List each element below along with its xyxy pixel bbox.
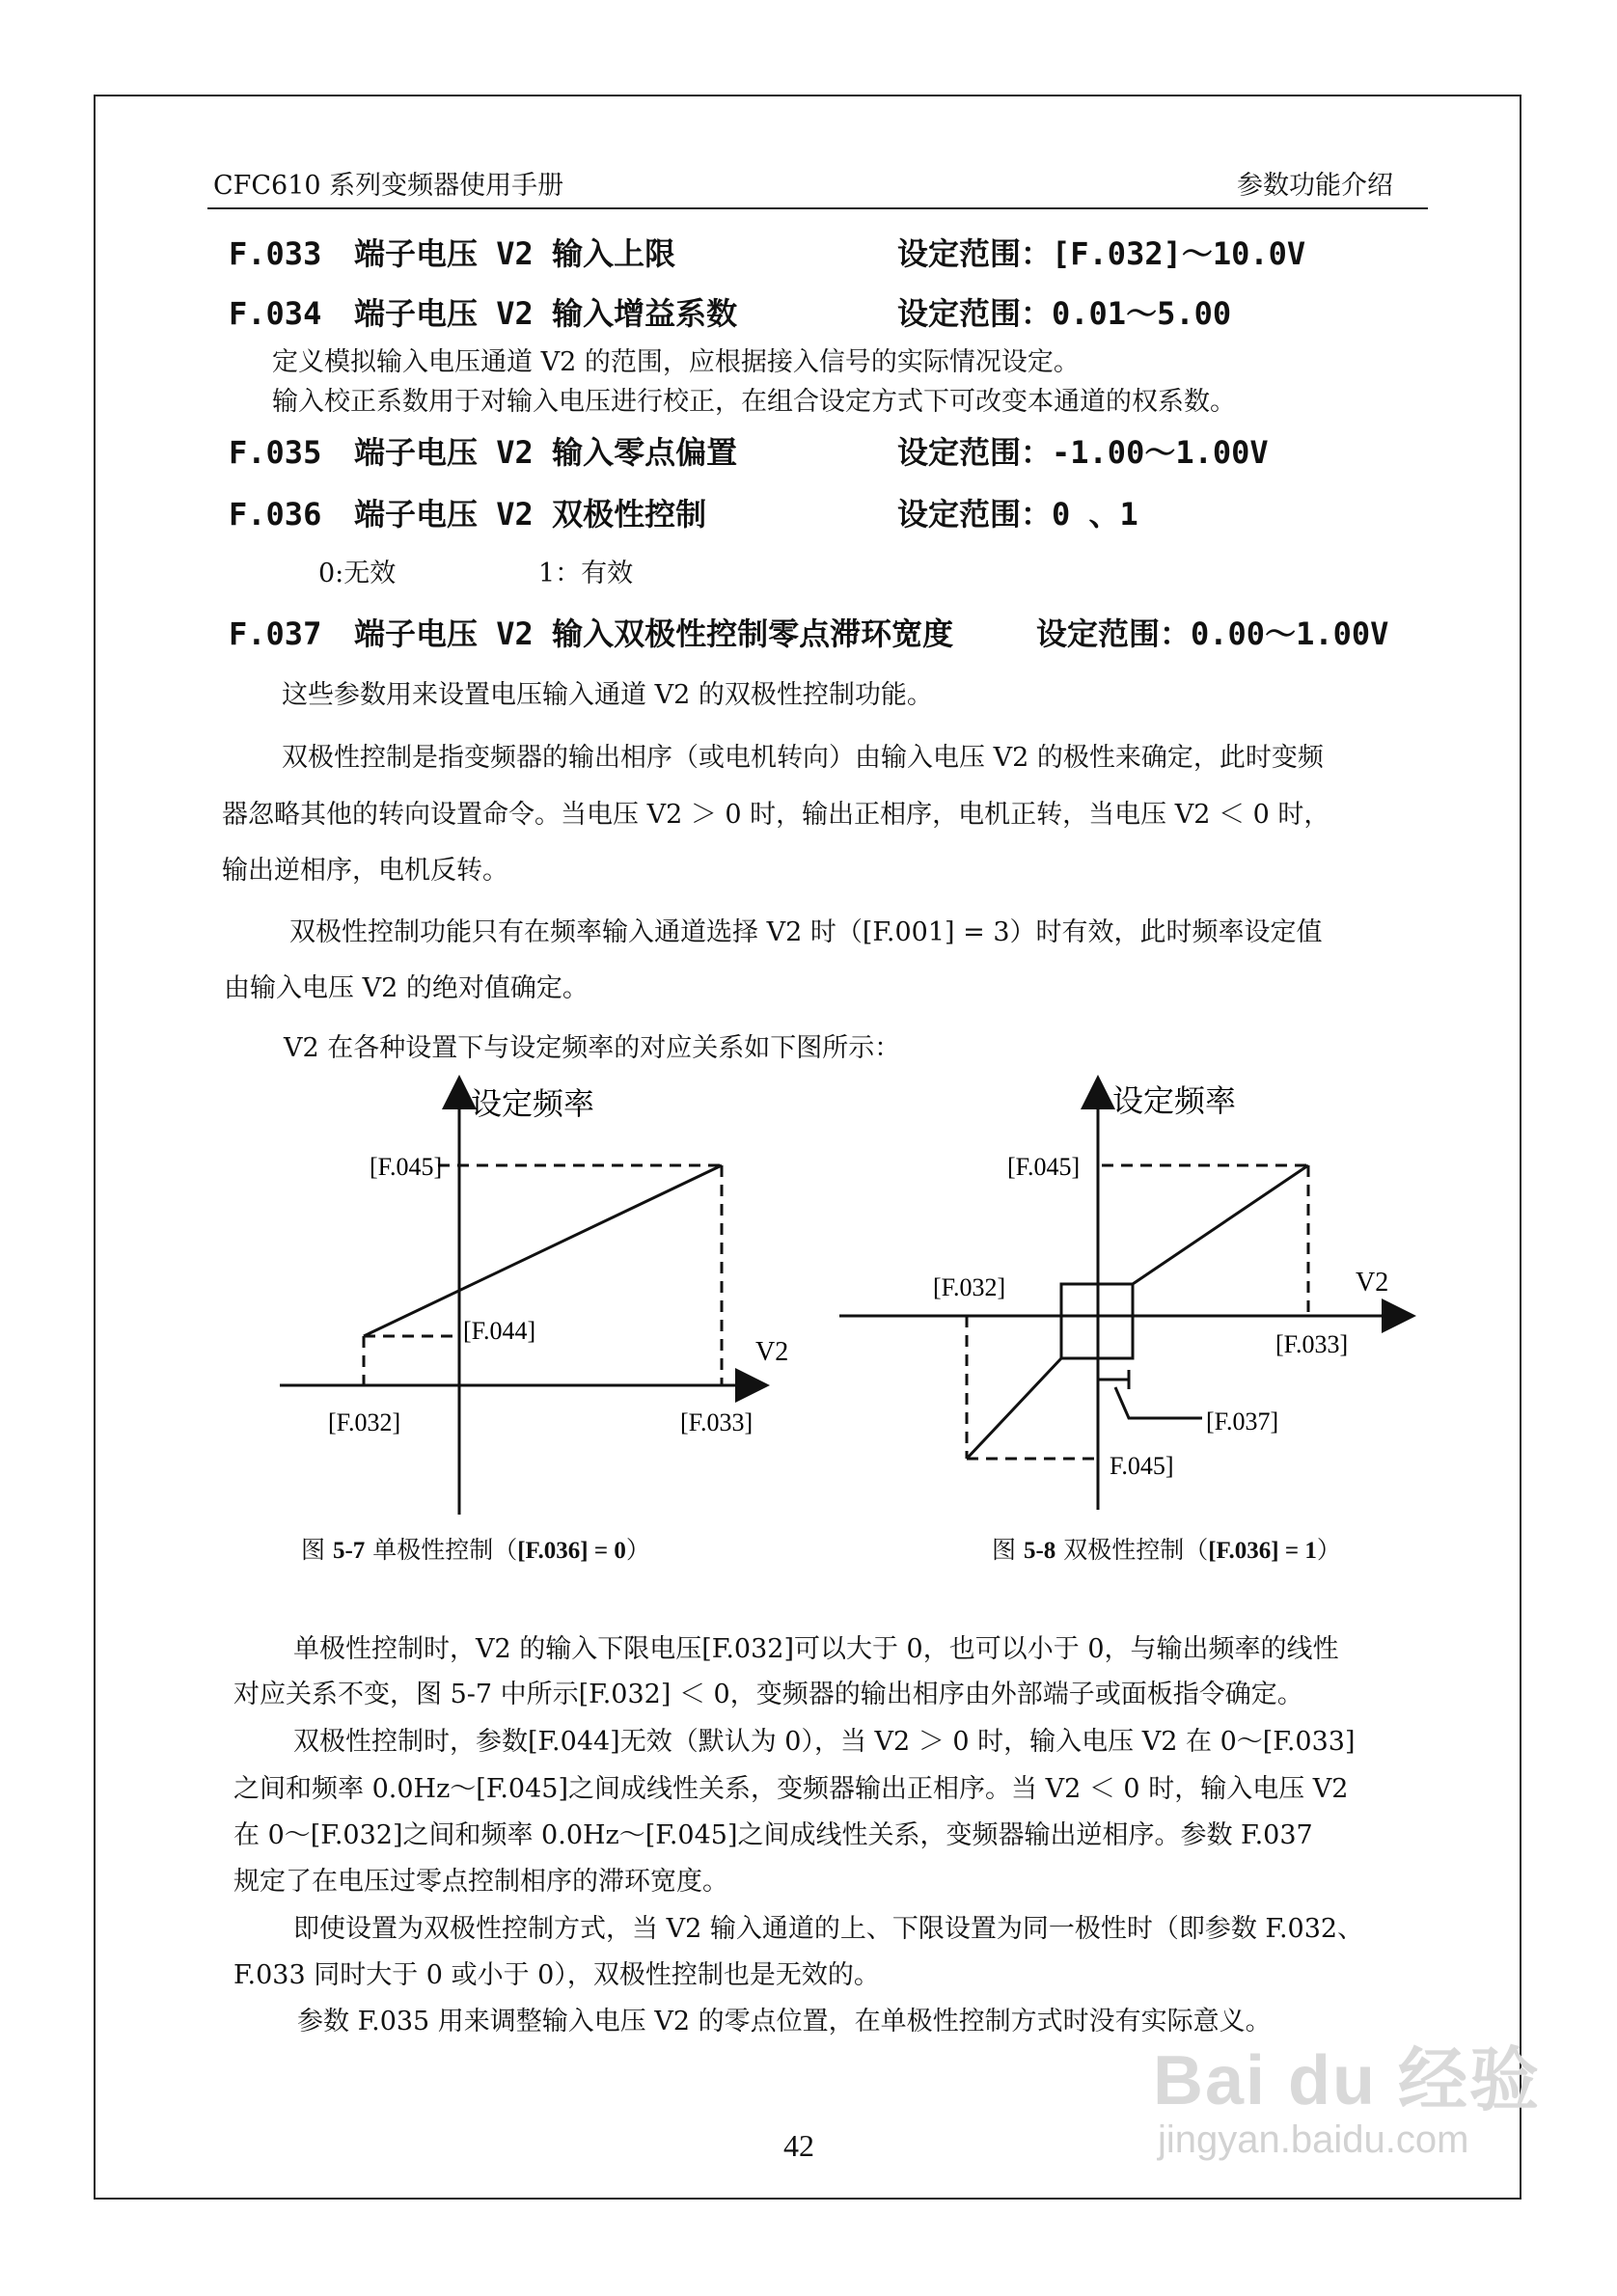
baidu-watermark-logo: Bai du 经验 [1153, 2042, 1542, 2119]
figure-unipolar-chart [270, 1071, 789, 1524]
paragraph-line: F.033 同时大于 0 或小于 0），双极性控制也是无效的。 [233, 1960, 880, 1990]
option-valid: 1：有效 [538, 559, 634, 588]
negative-line [967, 1358, 1061, 1459]
param-code: F.037 [229, 615, 322, 652]
paragraph-line: 参数 F.035 用来调整输入电压 V2 的零点位置，在单极性控制方式时没有实际意义。 [297, 2007, 1272, 2036]
param-name: 端子电压 V2 输入增益系数 [354, 295, 738, 332]
label-f033: [F.033] [1275, 1330, 1349, 1358]
param-f037 [229, 610, 953, 654]
desc-line-1: 定义模拟输入电压通道 V2 的范围，应根据接入信号的实际情况设定。 [272, 347, 1080, 377]
header-section: 参数功能介绍 [1237, 171, 1393, 201]
label-f032: [F.032] [933, 1273, 1006, 1301]
y-axis-label: 设定频率 [1112, 1083, 1237, 1118]
figure-caption-5-8 [992, 1531, 1341, 1566]
param-range: 设定范围：0 、1 [897, 496, 1138, 533]
caption-text: 双极性控制（ [1055, 1536, 1209, 1564]
param-f034 [229, 289, 737, 334]
label-f033: [F.033] [680, 1408, 754, 1436]
param-name: 端子电压 V2 双极性控制 [354, 496, 707, 533]
baidu-watermark-url: jingyan.baidu.com [1158, 2118, 1469, 2161]
x-axis-label: V2 [755, 1337, 789, 1367]
param-code: F.035 [229, 434, 322, 471]
positive-line [1133, 1165, 1308, 1284]
paragraph-line: 双极性控制功能只有在频率输入通道选择 V2 时（[F.001] = 3）时有效，此时频率设定值 [289, 917, 1323, 947]
paragraph-line: 器忽略其他的转向设置命令。当电压 V2 ＞ 0 时，输出正相序，电机正转，当电压 V2 ＜ 0 时， [222, 800, 1330, 830]
f037-leader [1115, 1387, 1202, 1418]
param-f035 [229, 428, 737, 473]
label-f037: [F.037] [1206, 1408, 1279, 1435]
paragraph-line: 单极性控制时，V2 的输入下限电压[F.032]可以大于 0，也可以小于 0，与输出频率的线性 [293, 1634, 1339, 1664]
paragraph-line: V2 在各种设置下与设定频率的对应关系如下图所示： [284, 1033, 901, 1063]
caption-number: 5-8 [1023, 1538, 1056, 1564]
param-code: F.036 [229, 496, 322, 533]
label-f045: [F.045] [370, 1153, 443, 1181]
param-range: 设定范围：-1.00～1.00V [897, 434, 1269, 471]
param-name: 端子电压 V2 输入上限 [354, 235, 676, 272]
param-name: 端子电压 V2 输入双极性控制零点滞环宽度 [354, 615, 954, 652]
figure-bipolar-chart [830, 1071, 1409, 1524]
paragraph-line: 双极性控制时，参数[F.044]无效（默认为 0），当 V2 ＞ 0 时，输入电压 V2 在 0～[F.033] [293, 1727, 1356, 1757]
page-number: 42 [783, 2128, 814, 2163]
caption-text: 单极性控制（ [365, 1536, 518, 1564]
frequency-line [364, 1165, 722, 1336]
paragraph-line: 规定了在电压过零点控制相序的滞环宽度。 [233, 1867, 728, 1897]
label-f032: [F.032] [328, 1408, 401, 1436]
paragraph-line: 即使设置为双极性控制方式，当 V2 输入通道的上、下限设置为同一极性时（即参数 F.032、 [293, 1914, 1364, 1944]
param-range: 设定范围：0.00～1.00V [1036, 615, 1389, 652]
param-f036 [229, 490, 706, 534]
header-title: CFC610 系列变频器使用手册 [213, 171, 564, 201]
paragraph-line: 输出逆相序，电机反转。 [222, 856, 508, 886]
paragraph-line: 在 0～[F.032]之间和频率 0.0Hz～[F.045]之间成线性关系，变频器输出逆相序。参数 F.037 [233, 1820, 1313, 1850]
param-f033 [229, 230, 675, 274]
caption-number: 5-7 [332, 1538, 366, 1564]
caption-end: ） [625, 1536, 650, 1564]
caption-prefix: 图 [301, 1536, 333, 1564]
caption-end: ） [1316, 1536, 1341, 1564]
param-range: 设定范围：[F.032]～10.0V [897, 235, 1306, 272]
y-axis-label: 设定频率 [471, 1086, 595, 1121]
param-name: 端子电压 V2 输入零点偏置 [354, 434, 738, 471]
paragraph-intro: 这些参数用来设置电压输入通道 V2 的双极性控制功能。 [282, 680, 933, 710]
caption-ref: [F.036] = 0 [517, 1538, 626, 1564]
paragraph-line: 对应关系不变，图 5-7 中所示[F.032] ＜ 0，变频器的输出相序由外部端子或面板指令确定。 [233, 1680, 1303, 1709]
param-range: 设定范围：0.01～5.00 [897, 295, 1232, 332]
desc-line-2: 输入校正系数用于对输入电压进行校正，在组合设定方式下可改变本通道的权系数。 [272, 387, 1236, 417]
caption-prefix: 图 [992, 1536, 1024, 1564]
header-rule [207, 207, 1428, 209]
param-code: F.033 [229, 235, 322, 272]
paragraph-line: 由输入电压 V2 的绝对值确定。 [224, 973, 589, 1003]
paragraph-line: 之间和频率 0.0Hz～[F.045]之间成线性关系，变频器输出正相序。当 V2 ＜ 0 时，输入电压 V2 [233, 1774, 1349, 1804]
param-code: F.034 [229, 295, 322, 332]
x-axis-label: V2 [1356, 1268, 1389, 1298]
figure-caption-5-7 [301, 1531, 650, 1566]
paragraph-line: 双极性控制是指变频器的输出相序（或电机转向）由输入电压 V2 的极性来确定，此时变频 [282, 743, 1324, 773]
label-f044: [F.044] [463, 1317, 536, 1345]
label-f045-top: [F.045] [1007, 1153, 1081, 1181]
label-f045-bottom: F.045] [1110, 1452, 1174, 1480]
caption-ref: [F.036] = 1 [1208, 1538, 1317, 1564]
option-invalid: 0:无效 [318, 559, 397, 588]
